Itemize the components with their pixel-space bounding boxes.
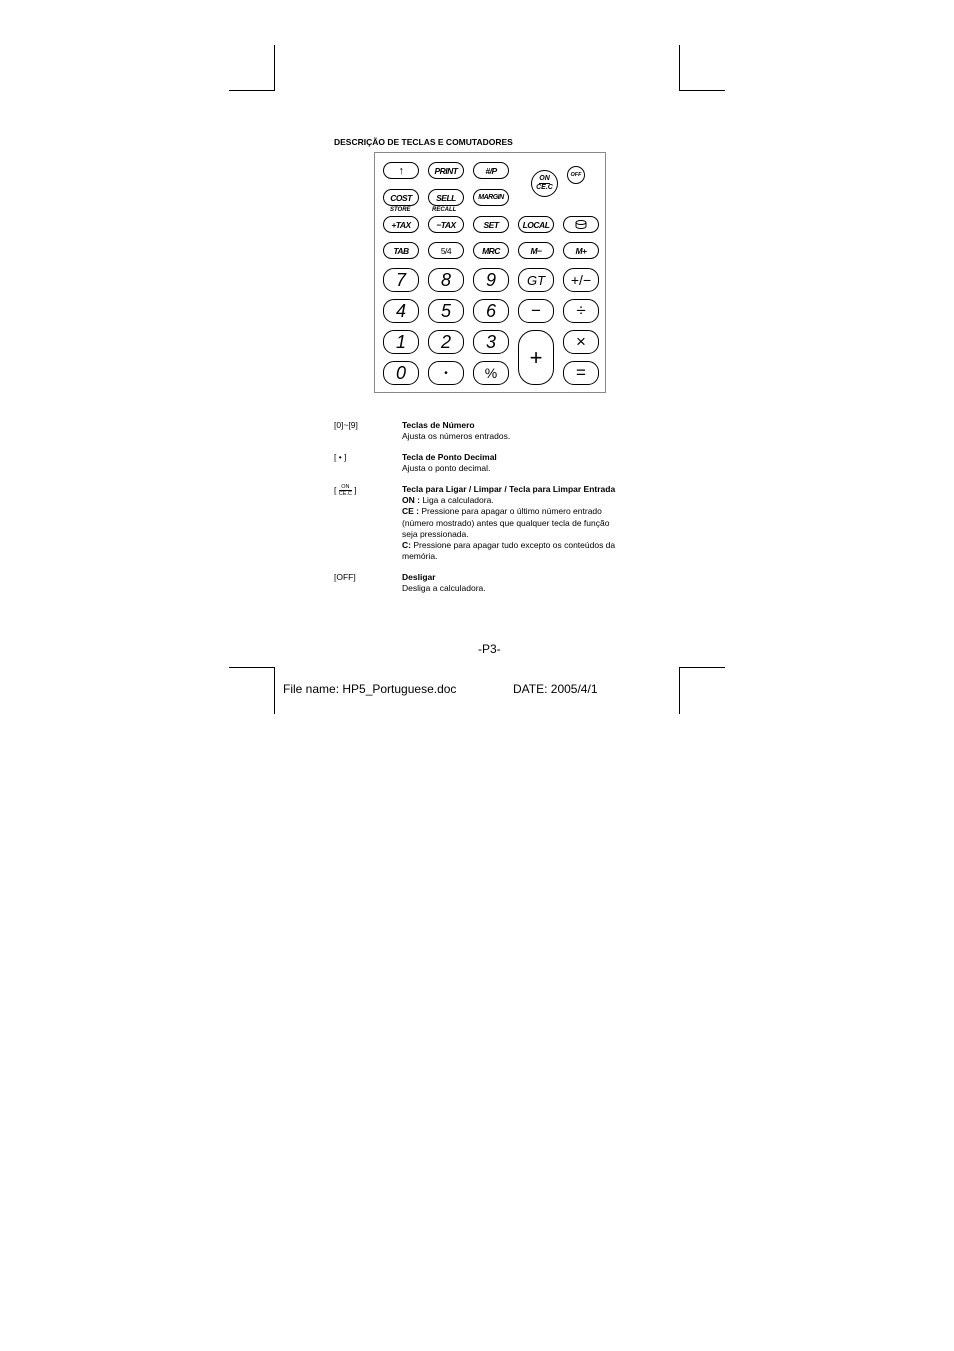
crop-mark (229, 90, 275, 91)
footer-file-name: File name: HP5_Portuguese.doc (283, 682, 457, 696)
entry-description: CE : Pressione para apagar o último número entrado (402, 506, 602, 517)
entry-description: seja pressionada. (402, 528, 469, 539)
memory-plus-key: M+ (563, 242, 599, 259)
entry-key: [ • ] (334, 452, 347, 462)
decimal-point-key: • (428, 361, 464, 385)
local-key: LOCAL (518, 216, 554, 233)
footer-date: DATE: 2005/4/1 (513, 682, 598, 696)
percent-key: % (473, 361, 509, 385)
equals-key: = (563, 361, 599, 385)
grand-total-key: GT (518, 268, 554, 292)
digit-8-key: 8 (428, 268, 464, 292)
plus-key: + (518, 330, 554, 385)
entry-description: Ajusta os números entrados. (402, 431, 511, 442)
digit-2-key: 2 (428, 330, 464, 354)
digit-4-key: 4 (383, 299, 419, 323)
round-key: 5/4 (428, 242, 464, 259)
entry-description: Desliga a calculadora. (402, 583, 486, 594)
digit-9-key: 9 (473, 268, 509, 292)
section-title: DESCRIÇÃO DE TECLAS E COMUTADORES (334, 137, 513, 147)
minus-key: − (518, 299, 554, 323)
currency-key (563, 216, 599, 233)
up-arrow-icon: ↑ (398, 164, 404, 177)
margin-key: MARGIN (473, 189, 509, 206)
crop-mark (679, 667, 725, 668)
cost-key: COST (383, 189, 419, 206)
entry-title: Desligar (402, 572, 436, 582)
crop-mark (274, 667, 275, 714)
entry-title: Tecla de Ponto Decimal (402, 452, 497, 462)
sell-key: SELL (428, 189, 464, 206)
minus-tax-key: −TAX (428, 216, 464, 233)
coin-icon (575, 220, 587, 229)
keypad-illustration (374, 152, 606, 393)
crop-mark (679, 90, 725, 91)
set-key: SET (473, 216, 509, 233)
store-label: STORE (390, 207, 411, 213)
digit-5-key: 5 (428, 299, 464, 323)
paper-feed-key (383, 162, 419, 179)
on-ce-c-symbol: $\frac{ON}{CE.C}$ (338, 484, 352, 497)
entry-title: Teclas de Número (402, 420, 475, 430)
crop-mark (229, 667, 275, 668)
crop-mark (679, 667, 680, 714)
entry-title: Tecla para Ligar / Limpar / Tecla para Limpar Entrada (402, 484, 616, 494)
tab-key: TAB (383, 242, 419, 259)
off-key: OFF (567, 166, 585, 184)
entry-description: Ajusta o ponto decimal. (402, 463, 491, 474)
digit-6-key: 6 (473, 299, 509, 323)
print-key: PRINT (428, 162, 464, 179)
entry-key: [0]~[9] (334, 420, 358, 430)
digit-7-key: 7 (383, 268, 419, 292)
mrc-key: MRC (473, 242, 509, 259)
number-print-key: #/P (473, 162, 509, 179)
plus-tax-key: +TAX (383, 216, 419, 233)
recall-label: RECALL (432, 207, 457, 213)
digit-1-key: 1 (383, 330, 419, 354)
digit-0-key: 0 (383, 361, 419, 385)
digit-3-key: 3 (473, 330, 509, 354)
multiply-key: × (563, 330, 599, 354)
entry-key: [OFF] (334, 572, 356, 582)
entry-description: C: Pressione para apagar tudo excepto os conteúdos da (402, 540, 616, 551)
crop-mark (679, 45, 680, 90)
sign-change-key: +/− (563, 268, 599, 292)
entry-description: ON : Liga a calculadora. (402, 495, 494, 506)
entry-description: memória. (402, 551, 438, 562)
memory-minus-key: M− (518, 242, 554, 259)
entry-description: (número mostrado) antes que qualquer tecla de função (402, 517, 610, 528)
page-number: -P3- (478, 642, 501, 656)
entry-key: [ $\frac{ON}{CE.C}$ ] (334, 484, 357, 497)
on-ce-c-key: ON CE.C (531, 170, 558, 197)
crop-mark (274, 45, 275, 90)
divide-key: ÷ (563, 299, 599, 323)
